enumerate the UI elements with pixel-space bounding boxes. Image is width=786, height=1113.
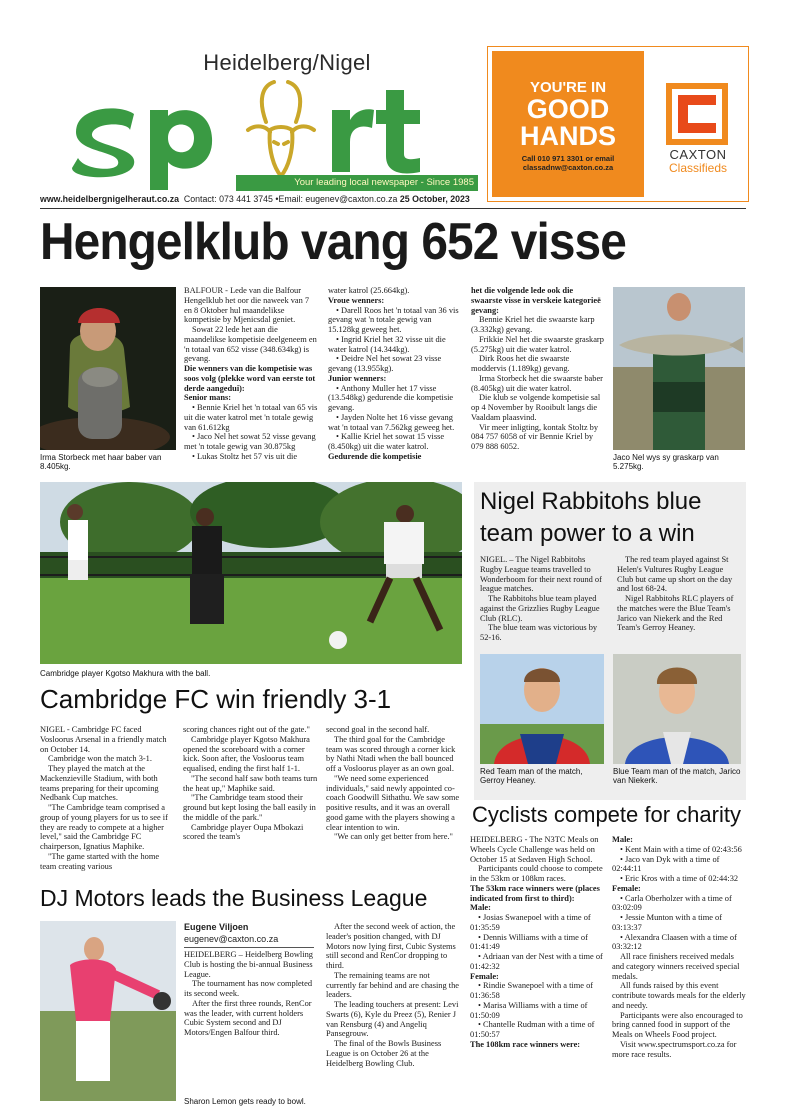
paragraph: Cambridge player Kgotso Makhura opened the scoreboard with a corner kick. Soon after, the Vosloorus team equalised, ending the first half 1-1. xyxy=(183,734,310,773)
paragraph: • Carla Oberholzer with a time of 03:02:09 xyxy=(612,893,732,913)
paragraph: "The game started with the home team creating various xyxy=(40,851,160,871)
paragraph: • Lukas Stoltz het 57 vis uit die xyxy=(192,451,298,461)
paragraph: Participants could choose to compete in the 53km or 108km races. xyxy=(470,864,603,883)
caxton-logo-icon xyxy=(666,83,728,145)
masthead-contact-bar xyxy=(40,194,480,204)
paragraph: The 108km race winners were: xyxy=(470,1039,581,1049)
paragraph: Sowat 22 lede het aan die maandelikse kompetisie deelgeneem en 'n totaal van 652 visse (348.634kg) is gevang. xyxy=(184,325,317,364)
caption-jarico: Blue Team man of the match, Jarico van Niekerk. xyxy=(613,767,741,786)
ad-line1: YOU'RE IN xyxy=(529,79,607,96)
paragraph: Frikkie Nel het die swaarste graskarp (5.275kg) uit die water katrol. xyxy=(471,334,604,354)
paragraph: • Adriaan van der Nest with a time of 01:42:32 xyxy=(470,952,603,971)
paragraph: After the second week of action, the leader's position changed, with DJ Motors now lying first, Cubic Systems still second and RenCor dropping to third. xyxy=(326,922,456,970)
main-headline: Hengelklub vang 652 visse xyxy=(40,213,626,271)
paragraph: The remaining teams are not currently far behind and are chasing the leaders. xyxy=(326,970,460,1000)
paragraph: het die volgende lede ook die swaarste visse in verskeie kategorieë gevang: xyxy=(471,286,601,315)
djmotors-col2 xyxy=(326,922,460,1110)
masthead-website[interactable]: www.heidelbergnigelheraut.co.za xyxy=(40,194,179,204)
ad-logo-sub: Classifieds xyxy=(668,161,728,175)
rabbitohs-col2 xyxy=(617,555,741,645)
paragraph: • Kallie Kriel het sowat 15 visse (8.450kg) uit die water katrol. xyxy=(328,432,445,451)
masthead-phone: Contact: 073 441 3745 xyxy=(183,194,273,204)
angling-col3 xyxy=(471,286,606,474)
caption-jaco: Jaco Nel wys sy graskarp van 5.275kg. xyxy=(613,453,719,472)
caption-irma: Irma Storbeck met haar baber van 8.405kg. xyxy=(40,453,162,472)
ad-orange-panel xyxy=(492,51,644,197)
rabbitohs-headline-line1: Nigel Rabbitohs blue xyxy=(480,488,702,515)
caxton-ad[interactable] xyxy=(487,46,749,202)
paragraph: scoring chances right out of the gate." xyxy=(183,725,310,734)
caption-gerroy: Red Team man of the match, Gerroy Heaney. xyxy=(480,767,583,786)
paragraph: • Alexandra Claasen with a time of 03:32:12 xyxy=(612,932,737,952)
paragraph: • Bennie Kriel het 'n totaal van 65 vis uit die water katrol met 'n totale gewig van 61.612kg xyxy=(184,403,318,432)
paragraph: Junior wenners: xyxy=(328,373,387,383)
paragraph: The red team played against St Helen's Vultures Rugby League Club but came up short on the day and lost 68-24. xyxy=(617,555,733,594)
paragraph: second goal in the second half. xyxy=(326,725,430,734)
paragraph: Participants were also encouraged to bring canned food in support of the Meals on Wheels Food project. xyxy=(612,1010,743,1039)
paragraph: "The second half saw both teams turn the heat up," Maphike said. xyxy=(183,773,318,793)
paragraph: They played the match at the Mackenzieville Stadium, with both teams preparing for their upcoming Nedbank Cup matches. xyxy=(40,764,159,803)
paragraph: Cambridge player Oupa Mbokazi scored the team's xyxy=(183,822,304,842)
paragraph: • Dennis Williams with a time of 01:41:49 xyxy=(470,932,588,952)
paragraph: The leading touchers at present: Levi Swarts (6), Kyle du Preez (5), Renier J van Rensburg (4) and Angeliq Pansegrouw. xyxy=(326,1000,459,1039)
photo-cambridge-match xyxy=(40,482,462,664)
paragraph: Vroue wenners: xyxy=(328,295,385,305)
djmotors-author: Eugene Viljoen xyxy=(184,922,249,932)
paragraph: • Jaco Nel het sowat 52 visse gevang met 'n totale gewig van 30.875kg xyxy=(184,432,316,451)
paragraph: • Rindie Swanepoel with a time of 01:36:58 xyxy=(470,981,594,1000)
cambridge-col3 xyxy=(326,725,461,878)
cambridge-col2 xyxy=(183,725,318,878)
photo-irma-storbeck xyxy=(40,287,176,450)
paragraph: • Kent Main with a time of 02:43:56 xyxy=(620,844,742,854)
paragraph: After the first three rounds, RenCor was the leader, with current holders Cubic System second and DJ Motors/Engen Balfour third. xyxy=(184,998,312,1037)
ad-line2: GOOD xyxy=(526,94,610,124)
paragraph: Female: xyxy=(612,883,641,893)
masthead-date: 25 October, 2023 xyxy=(399,194,470,204)
paragraph: Die klub se volgende kompetisie sal op 4 November by Rooibult langs die Vaaldam plaasvind. xyxy=(471,393,601,422)
author-rule xyxy=(184,947,314,948)
paragraph: • Jessie Munton with a time of 03:13:37 xyxy=(612,913,723,932)
paragraph: water katrol (25.664kg). xyxy=(328,286,410,295)
paragraph: The blue team was victorious by 52-16. xyxy=(480,623,598,642)
caption-sharon: Sharon Lemon gets ready to bowl. xyxy=(184,1097,306,1106)
cambridge-headline: Cambridge FC win friendly 3-1 xyxy=(40,684,392,714)
djmotors-headline: DJ Motors leads the Business League xyxy=(40,885,428,911)
paragraph: • Chantelle Rudman with a time of 01:50:57 xyxy=(470,1020,595,1039)
caption-cambridge: Cambridge player Kgotso Makhura with the ball. xyxy=(40,669,211,678)
paragraph: The Rabbitohs blue team played against the Grizzlies Rugby League Club (RLC). xyxy=(480,594,600,623)
paragraph: • Jayden Nolte het 16 visse gevang wat 'n totaal van 7.562kg geweeg het. xyxy=(328,412,455,432)
masthead-region: Heidelberg/Nigel xyxy=(203,50,371,75)
paragraph: All race finishers received medals and category winners received special medals. xyxy=(612,952,740,981)
paragraph: BALFOUR - Lede van die Balfour Hengelklub het oor die naweek van 7 en 8 Oktober hul maandelikse kompetisie by Mjenicsdal geniet. xyxy=(184,286,310,325)
paragraph: NIGEL - Cambridge FC faced Vosloorus Arsenal in a friendly match on October 14. xyxy=(40,725,167,754)
paragraph: The tournament has now completed its second week. xyxy=(184,979,313,998)
paragraph: • Ingrid Kriel het 32 visse uit die water katrol (14.344kg). xyxy=(328,334,446,354)
cambridge-col1 xyxy=(40,725,175,878)
paragraph: Die wenners van die kompetisie was soos volg (plekke word van eerste tot derde aangedui): xyxy=(184,364,316,393)
rabbitohs-headline-line2: team power to a win xyxy=(480,520,695,547)
paragraph: • Anthony Muller het 17 visse (13.548kg) gedurende die kompetisie gevang. xyxy=(328,383,454,412)
tagline-text: Your leading local newspaper - Since 1985 xyxy=(294,177,474,188)
paragraph: Bennie Kriel het die swaarste karp (3.332kg) gevang. xyxy=(471,315,595,334)
paragraph: The third goal for the Cambridge team was scored through a corner kick by Nathi Ntadi when the ball bounced off a Vosloorus player as an own goal. xyxy=(326,734,456,773)
photo-jaco-nel xyxy=(613,287,745,450)
paragraph: Senior mans: xyxy=(184,393,232,403)
masthead-tagline xyxy=(236,175,478,191)
angling-col2 xyxy=(328,286,463,474)
paragraph: "We need some experienced individuals," said newly appointed co-coach Goodwill Sithathu. We saw some positive results, and it was an overall good game with the players showing a clear intention to win. xyxy=(326,773,460,832)
masthead-logo xyxy=(70,80,480,190)
paragraph: Gedurende die kompetisie xyxy=(328,451,422,461)
paragraph: The final of the Bowls Business League is on October 26 at the Heidelberg Bowling Club. xyxy=(326,1039,442,1068)
paragraph: NIGEL. – The Nigel Rabbitohs Rugby League teams travelled to Wonderboom for their next round of league matches. xyxy=(480,555,602,594)
cyclists-headline: Cyclists compete for charity xyxy=(468,800,746,830)
paragraph: The 53km race winners were (places indicated from first to third): xyxy=(470,883,600,903)
masthead-email: •Email: eugenev@caxton.co.za xyxy=(275,194,398,204)
ad-call: Call 010 971 3301 or email xyxy=(521,154,615,163)
paragraph: Male: xyxy=(470,903,491,913)
paragraph: • Marisa Williams with a time of 01:50:09 xyxy=(470,1000,588,1020)
paragraph: Female: xyxy=(470,971,499,981)
paragraph: • Jaco van Dyk with a time of 02:44:11 xyxy=(612,854,720,874)
paragraph: HEIDELBERG – Heidelberg Bowling Club is hosting the bi-annual Business League. xyxy=(184,950,313,979)
paragraph: "The Cambridge team stood their ground but kept losing the ball easily in the middle of the park." xyxy=(183,793,316,822)
djmotors-col1 xyxy=(184,950,316,1090)
paragraph: • Josias Swanepoel with a time of 01:35:59 xyxy=(470,913,591,932)
paragraph: • Deidre Nel het sowat 23 visse gevang (13.955kg). xyxy=(328,354,442,373)
ad-line3: HANDS xyxy=(519,121,616,151)
photo-jarico-van-niekerk xyxy=(613,654,741,764)
paragraph: Cambridge won the match 3-1. xyxy=(48,754,152,764)
paragraph: HEIDELBERG - The N3TC Meals on Wheels Cycle Challenge was held on October 15 at Sedaven High School. xyxy=(470,835,599,864)
paragraph: Visit www.spectrumsport.co.za for more race results. xyxy=(612,1039,737,1059)
paragraph: Nigel Rabbitohs RLC players of the matches were the Blue Team's Jarico van Niekerk and the Red Team's Gerroy Heaney. xyxy=(617,594,734,633)
cyclists-col2 xyxy=(612,835,746,1110)
paragraph: Male: xyxy=(612,835,633,844)
paragraph: • Darell Roos het 'n totaal van 36 vis gevang wat 'n totale gewig van 15.128kg geweeg het. xyxy=(328,305,459,334)
photo-sharon-lemon xyxy=(40,921,176,1101)
rabbitohs-col1 xyxy=(480,555,607,645)
paragraph: Vir meer inligting, kontak Stoltz by 084 757 6058 of vir Bennie Kriel by 079 888 6052. xyxy=(471,422,599,451)
ad-logo-name: CAXTON xyxy=(669,147,727,162)
cyclists-col1 xyxy=(470,835,603,1110)
paragraph: "The Cambridge team comprised a group of young players for us to see if they are ready to compete at a higher level," said the Cambridge FC chairperson, Ignatius Maphike. xyxy=(40,803,168,851)
paragraph: Irma Storbeck het die swaarste baber (8.405kg) uit die water katrol. xyxy=(471,373,603,393)
djmotors-author-email: eugenev@caxton.co.za xyxy=(184,934,279,944)
photo-gerroy-heaney xyxy=(480,654,604,764)
paragraph: All funds raised by this event contribute towards meals for the elderly and needy. xyxy=(612,981,746,1010)
angling-col1 xyxy=(184,286,319,474)
ad-email: classadnw@caxton.co.za xyxy=(522,163,614,172)
paragraph: "We can only get better from here." xyxy=(334,832,453,842)
paragraph: • Eric Kros with a time of 02:44:32 xyxy=(620,874,739,883)
paragraph: Dirk Roos het die swaarste moddervis (1.189kg) gevang. xyxy=(471,354,570,373)
